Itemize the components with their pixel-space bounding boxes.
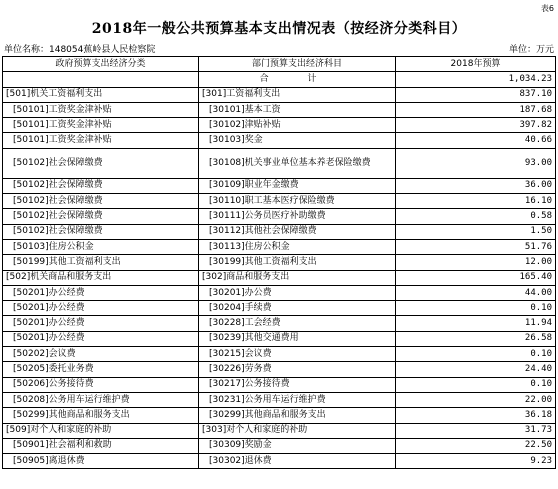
gov-classification-cell: [50102]社会保障缴费 — [3, 224, 199, 239]
dept-subject-cell: [30113]住房公积金 — [199, 239, 396, 254]
header-dept-subject: 部门预算支出经济科目 — [199, 57, 396, 72]
table-row — [3, 285, 556, 300]
unit-info-row — [4, 42, 554, 54]
gov-classification-cell: [50101]工资奖金津补贴 — [3, 118, 199, 133]
gov-classification-cell: [50102]社会保障缴费 — [3, 209, 199, 224]
total-amount: 1,034.23 — [396, 72, 556, 87]
table-row — [3, 255, 556, 270]
budget-amount-cell: 9.23 — [396, 454, 556, 469]
dept-subject-cell: [30110]职工基本医疗保险缴费 — [199, 194, 396, 209]
dept-subject-cell: [30199]其他工资福利支出 — [199, 255, 396, 270]
gov-classification-cell: [50102]社会保障缴费 — [3, 194, 199, 209]
table-row — [3, 209, 556, 224]
budget-amount-cell: 40.66 — [396, 133, 556, 148]
table-row — [3, 148, 556, 178]
budget-amount-cell: 36.18 — [396, 408, 556, 423]
table-row — [3, 133, 556, 148]
gov-classification-cell: [50103]住房公积金 — [3, 239, 199, 254]
table-row — [3, 301, 556, 316]
table-row — [3, 102, 556, 117]
table-row — [3, 408, 556, 423]
budget-amount-cell: 16.10 — [396, 194, 556, 209]
budget-amount-cell: 51.76 — [396, 239, 556, 254]
table-row — [3, 316, 556, 331]
dept-subject-cell: [30217]公务接待费 — [199, 377, 396, 392]
dept-subject-cell: [30239]其他交通费用 — [199, 331, 396, 346]
gov-classification-cell: [50905]离退休费 — [3, 454, 199, 469]
budget-amount-cell: 397.82 — [396, 118, 556, 133]
dept-subject-cell: [30101]基本工资 — [199, 102, 396, 117]
budget-amount-cell: 93.00 — [396, 148, 556, 178]
budget-amount-cell: 0.10 — [396, 377, 556, 392]
dept-subject-cell: [301]工资福利支出 — [199, 87, 396, 102]
dept-subject-cell: [30226]劳务费 — [199, 362, 396, 377]
gov-classification-cell: [50901]社会福利和救助 — [3, 438, 199, 453]
budget-amount-cell: 1.50 — [396, 224, 556, 239]
gov-classification-cell: [50102]社会保障缴费 — [3, 178, 199, 193]
table-row — [3, 392, 556, 407]
gov-classification-cell: [50201]办公经费 — [3, 331, 199, 346]
budget-amount-cell: 11.94 — [396, 316, 556, 331]
budget-amount-cell: 36.00 — [396, 178, 556, 193]
table-row — [3, 87, 556, 102]
gov-classification-cell: [50206]公务接待费 — [3, 377, 199, 392]
gov-classification-cell: [50202]会议费 — [3, 347, 199, 362]
table-row — [3, 270, 556, 285]
gov-classification-cell: [50208]公务用车运行维护费 — [3, 392, 199, 407]
budget-amount-cell: 0.58 — [396, 209, 556, 224]
dept-subject-cell: [30204]手续费 — [199, 301, 396, 316]
dept-subject-cell: [30111]公务员医疗补助缴费 — [199, 209, 396, 224]
budget-amount-cell: 12.00 — [396, 255, 556, 270]
gov-classification-cell: [50201]办公经费 — [3, 301, 199, 316]
budget-amount-cell: 31.73 — [396, 423, 556, 438]
table-row — [3, 331, 556, 346]
table-row — [3, 454, 556, 469]
dept-subject-cell: [30231]公务用车运行维护费 — [199, 392, 396, 407]
budget-amount-cell: 0.10 — [396, 301, 556, 316]
unit-name-label: 单位名称：148054蕉岭县人民检察院 — [4, 45, 156, 55]
budget-amount-cell: 26.58 — [396, 331, 556, 346]
gov-classification-cell: [50201]办公经费 — [3, 316, 199, 331]
budget-amount-cell: 837.10 — [396, 87, 556, 102]
gov-classification-cell: [50201]办公经费 — [3, 285, 199, 300]
sheet-number: 表6 — [540, 4, 554, 13]
gov-classification-cell: [502]机关商品和服务支出 — [3, 270, 199, 285]
dept-subject-cell: [30201]办公费 — [199, 285, 396, 300]
dept-subject-cell: [30228]工会经费 — [199, 316, 396, 331]
currency-unit-label: 单位：万元 — [508, 45, 554, 55]
gov-classification-cell: [50299]其他商品和服务支出 — [3, 408, 199, 423]
table-row — [3, 347, 556, 362]
budget-amount-cell: 22.00 — [396, 392, 556, 407]
table-row — [3, 224, 556, 239]
budget-amount-cell: 165.40 — [396, 270, 556, 285]
dept-subject-cell: [30302]退休费 — [199, 454, 396, 469]
table-row — [3, 178, 556, 193]
dept-subject-cell: [303]对个人和家庭的补助 — [199, 423, 396, 438]
dept-subject-cell: [302]商品和服务支出 — [199, 270, 396, 285]
gov-classification-cell: [50102]社会保障缴费 — [3, 148, 199, 178]
dept-subject-cell: [30299]其他商品和服务支出 — [199, 408, 396, 423]
table-row — [3, 377, 556, 392]
gov-classification-cell: [501]机关工资福利支出 — [3, 87, 199, 102]
budget-amount-cell: 44.00 — [396, 285, 556, 300]
total-row — [3, 72, 556, 87]
dept-subject-cell: [30102]津贴补贴 — [199, 118, 396, 133]
table-row — [3, 423, 556, 438]
budget-amount-cell: 22.50 — [396, 438, 556, 453]
dept-subject-cell: [30109]职业年金缴费 — [199, 178, 396, 193]
budget-amount-cell: 187.68 — [396, 102, 556, 117]
table-row — [3, 239, 556, 254]
budget-amount-cell: 0.10 — [396, 347, 556, 362]
table-row — [3, 362, 556, 377]
gov-classification-cell: [50101]工资奖金津补贴 — [3, 133, 199, 148]
header-budget-2018: 2018年预算 — [396, 57, 556, 72]
budget-table — [2, 56, 556, 469]
dept-subject-cell: [30108]机关事业单位基本养老保险缴费 — [199, 148, 396, 178]
report-title: 2018年一般公共预算基本支出情况表（按经济分类科目） — [91, 21, 467, 37]
dept-subject-cell: [30215]会议费 — [199, 347, 396, 362]
total-label: 合 计 — [199, 72, 396, 87]
table-row — [3, 118, 556, 133]
gov-classification-cell: [509]对个人和家庭的补助 — [3, 423, 199, 438]
table-row — [3, 194, 556, 209]
budget-amount-cell: 24.40 — [396, 362, 556, 377]
dept-subject-cell: [30103]奖金 — [199, 133, 396, 148]
gov-classification-cell: [50199]其他工资福利支出 — [3, 255, 199, 270]
table-header-row — [3, 57, 556, 72]
dept-subject-cell: [30309]奖励金 — [199, 438, 396, 453]
gov-classification-cell: [50101]工资奖金津补贴 — [3, 102, 199, 117]
table-row — [3, 438, 556, 453]
dept-subject-cell: [30112]其他社会保障缴费 — [199, 224, 396, 239]
gov-classification-cell: [50205]委托业务费 — [3, 362, 199, 377]
total-empty-cell — [3, 72, 199, 87]
header-gov-classification: 政府预算支出经济分类 — [3, 57, 199, 72]
